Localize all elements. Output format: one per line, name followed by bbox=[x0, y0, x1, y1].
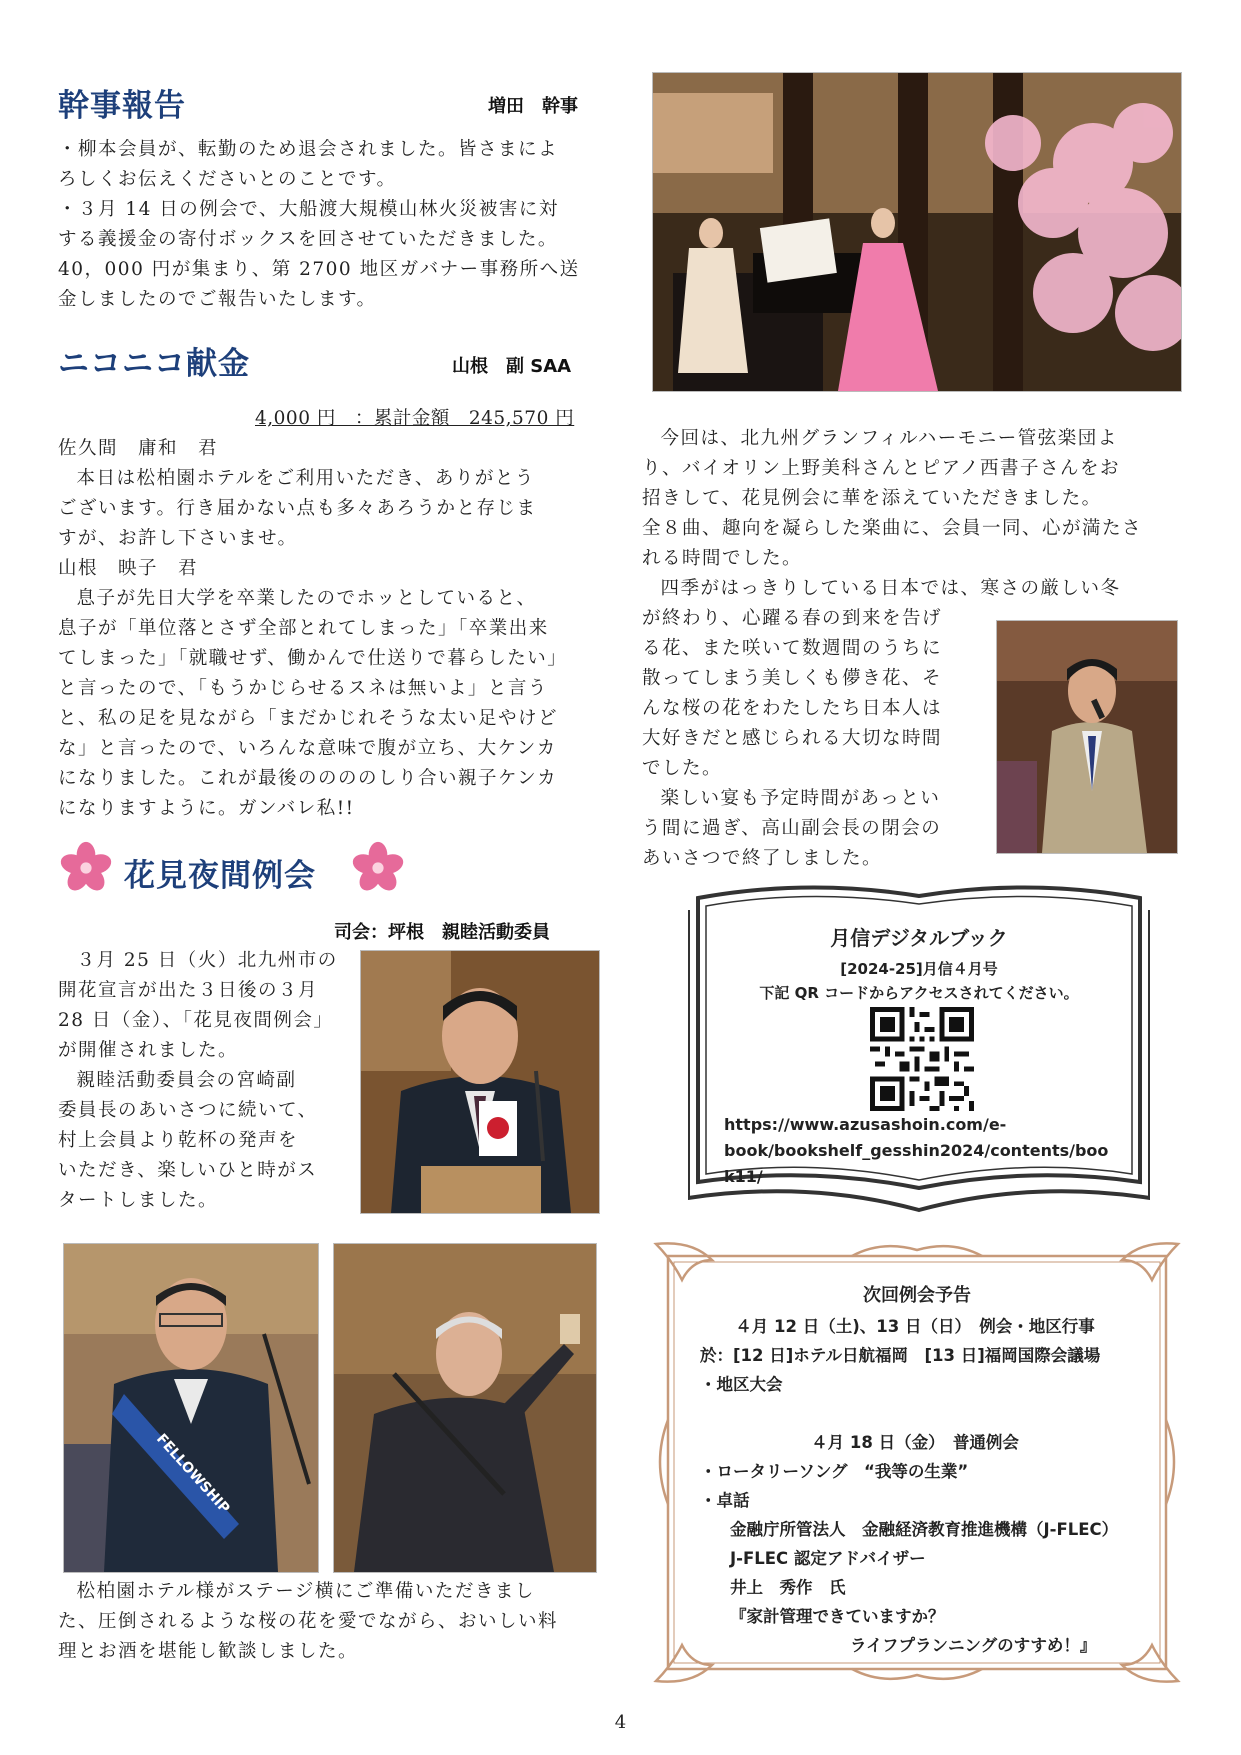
digital-book-title: 月信デジタルブック bbox=[830, 926, 1008, 950]
speaker-podium-photo bbox=[360, 950, 600, 1214]
text-line: な」と言ったので、いろんな意味で腹が立ち、大ケンカ bbox=[58, 738, 557, 759]
sakura-text bbox=[642, 604, 987, 874]
text-line: ・柳本会員が、転勤のため退会されました。皆さまによ bbox=[58, 139, 559, 160]
meeting-line: 井上 秀作 氏 bbox=[730, 1578, 846, 1597]
text-line: んな桜の花をわたしたち日本人は bbox=[642, 698, 943, 719]
digital-book-url[interactable] bbox=[724, 1112, 1124, 1190]
text-line: 今回は、北九州グランフィルハーモニー管弦楽団よ bbox=[660, 428, 1118, 449]
hanami-host: 司会：坪根 親睦活動委員 bbox=[334, 922, 550, 943]
text-line: 散ってしまう美しくも儚き花、そ bbox=[642, 668, 943, 689]
text-line: ・３月 14 日の例会で、大船渡大規模山林火災被害に対 bbox=[58, 199, 559, 220]
meeting-line: 『家計管理できていますか？ bbox=[730, 1607, 945, 1626]
nikoniko-author: 山根 副 SAA bbox=[452, 356, 572, 377]
text-line: 28 日（金）、「花見夜間例会」 bbox=[58, 1010, 334, 1031]
text-line: と言ったので、「もうかじらせるスネは無いよ」と言う bbox=[58, 678, 548, 699]
kanji-report-body bbox=[58, 135, 618, 315]
text-line: 委員長のあいさつに続いて、 bbox=[58, 1100, 318, 1121]
sakura-icon bbox=[350, 840, 406, 896]
sakura-icon bbox=[58, 840, 114, 896]
nikoniko-body bbox=[58, 434, 618, 824]
hanami-intro bbox=[58, 946, 358, 1216]
nikoniko-amount: 4,000 円 ：累計金額 245,570 円 bbox=[255, 408, 575, 429]
text-line: ３月 25 日（火）北九州市の bbox=[76, 950, 338, 971]
text-line: 40，000 円が集まり、第 2700 地区ガバナー事務所へ送 bbox=[58, 259, 580, 280]
text-line: が終わり、心躍る春の到来を告げ bbox=[642, 608, 943, 629]
text-line: 楽しい宴も予定時間があっとい bbox=[660, 788, 941, 809]
text-line: すが、お許し下さいませ。 bbox=[58, 528, 298, 549]
meeting-line: ４月 12 日（土)、13 日（日） 例会・地区行事 bbox=[735, 1317, 1095, 1336]
meeting-line: ・卓話 bbox=[700, 1491, 750, 1510]
text-line: る花、また咲いて数週間のうちに bbox=[642, 638, 943, 659]
digital-book-issue: [2024-25]月信４月号 bbox=[840, 960, 998, 978]
text-line: 息子が「単位落とさず全部とれてしまった」「卒業出来 bbox=[58, 618, 549, 639]
fellowship-sash-text: FELLOWSHIP bbox=[153, 1430, 233, 1517]
text-line: ございます。行き届かない点も多々あろうかと存じま bbox=[58, 498, 537, 519]
concert-photo bbox=[652, 72, 1182, 392]
text-line: う間に過ぎ、高山副会長の閉会の bbox=[642, 818, 942, 839]
digital-book-instruction: 下記 QR コードからアクセスされてください。 bbox=[759, 984, 1079, 1002]
text-line: り、バイオリン上野美科さんとピアノ西書子さんをお bbox=[642, 458, 1120, 479]
meeting-line: ・ロータリーソング “我等の生業” bbox=[700, 1462, 969, 1481]
text-line: と、私の足を見ながら「まだかじれそうな太い足やけど bbox=[58, 708, 559, 729]
url-line[interactable]: https://www.azusashoin.com/e- bbox=[724, 1115, 1007, 1134]
toast-photo bbox=[333, 1243, 597, 1573]
text-line: になりました。これが最後ののののしり合い親子ケンカ bbox=[58, 768, 558, 789]
concert-text bbox=[642, 424, 1202, 604]
text-line: 招きして、花見例会に華を添えていただきました。 bbox=[642, 488, 1102, 509]
qr-code[interactable] bbox=[870, 1007, 974, 1111]
next-meeting-title: 次回例会予告 bbox=[863, 1285, 971, 1306]
closing-speaker-photo bbox=[996, 620, 1178, 854]
text-line: 金しましたのでご報告いたします。 bbox=[58, 289, 377, 310]
text-line: てしまった」「就職せず、働かんで仕送りで暮らしたい」 bbox=[58, 648, 568, 669]
meeting-line: ４月 18 日（金） 普通例会 bbox=[811, 1433, 1019, 1452]
text-line: た、圧倒されるような桜の花を愛でながら、おいしい料 bbox=[58, 1611, 559, 1632]
page-number: 4 bbox=[614, 1712, 627, 1733]
entry-name: 佐久間 庸和 君 bbox=[58, 438, 219, 459]
entry-name: 山根 映子 君 bbox=[58, 558, 199, 579]
text-line: が開催されました。 bbox=[58, 1040, 239, 1061]
text-line: 理とお酒を堪能し歓談しました。 bbox=[58, 1641, 359, 1662]
meeting-line: J-FLEC 認定アドバイザー bbox=[730, 1549, 926, 1568]
text-line: になりますように。ガンバレ私!! bbox=[58, 798, 355, 819]
meeting-line: 金融庁所管法人 金融経済教育推進機構（J-FLEC） bbox=[730, 1520, 1119, 1539]
text-line: 大好きだと感じられる大切な時間 bbox=[642, 728, 943, 749]
text-line: 四季がはっきりしている日本では、寒さの厳しい冬 bbox=[660, 578, 1121, 599]
meeting-line: ・地区大会 bbox=[700, 1375, 783, 1394]
hanami-title: 花見夜間例会 bbox=[124, 858, 316, 894]
text-line: あいさつで終了しました。 bbox=[642, 848, 883, 869]
meeting-line: 於：[12 日]ホテル日航福岡 [13 日]福岡国際会議場 bbox=[700, 1346, 1101, 1365]
nikoniko-title: ニコニコ献金 bbox=[58, 346, 250, 382]
next-meeting-body bbox=[700, 1312, 1170, 1660]
text-line: 開花宣言が出た３日後の３月 bbox=[58, 980, 319, 1001]
text-line: いただき、楽しいひと時がス bbox=[58, 1160, 318, 1181]
text-line: 息子が先日大学を卒業したのでホッとしていると、 bbox=[76, 588, 537, 609]
kanji-report-author: 増田 幹事 bbox=[488, 96, 578, 117]
text-line: タートしました。 bbox=[58, 1190, 219, 1211]
url-line[interactable]: k11/ bbox=[724, 1167, 763, 1186]
text-line: 親睦活動委員会の宮崎副 bbox=[76, 1070, 297, 1091]
meeting-line: ライフプランニングのすすめ！』 bbox=[850, 1636, 1097, 1655]
kanji-report-title: 幹事報告 bbox=[58, 88, 186, 124]
text-line: 本日は松柏園ホテルをご利用いただき、ありがとう bbox=[76, 468, 535, 489]
text-line: 全８曲、趣向を凝らした楽曲に、会員一同、心が満たさ bbox=[642, 518, 1143, 539]
text-line: れる時間でした。 bbox=[642, 548, 803, 569]
text-line: でした。 bbox=[642, 758, 723, 779]
url-line[interactable]: book/bookshelf_gesshin2024/contents/boo bbox=[724, 1141, 1109, 1160]
text-line: ろしくお伝えくださいとのことです。 bbox=[58, 169, 397, 190]
text-line: 松柏園ホテル様がステージ横にご準備いただきまし bbox=[76, 1581, 535, 1602]
hanami-closing bbox=[58, 1577, 618, 1667]
text-line: 村上会員より乾杯の発声を bbox=[58, 1130, 299, 1151]
fellowship-member-photo bbox=[63, 1243, 319, 1573]
text-line: する義援金の寄付ボックスを回させていただきました。 bbox=[58, 229, 558, 250]
